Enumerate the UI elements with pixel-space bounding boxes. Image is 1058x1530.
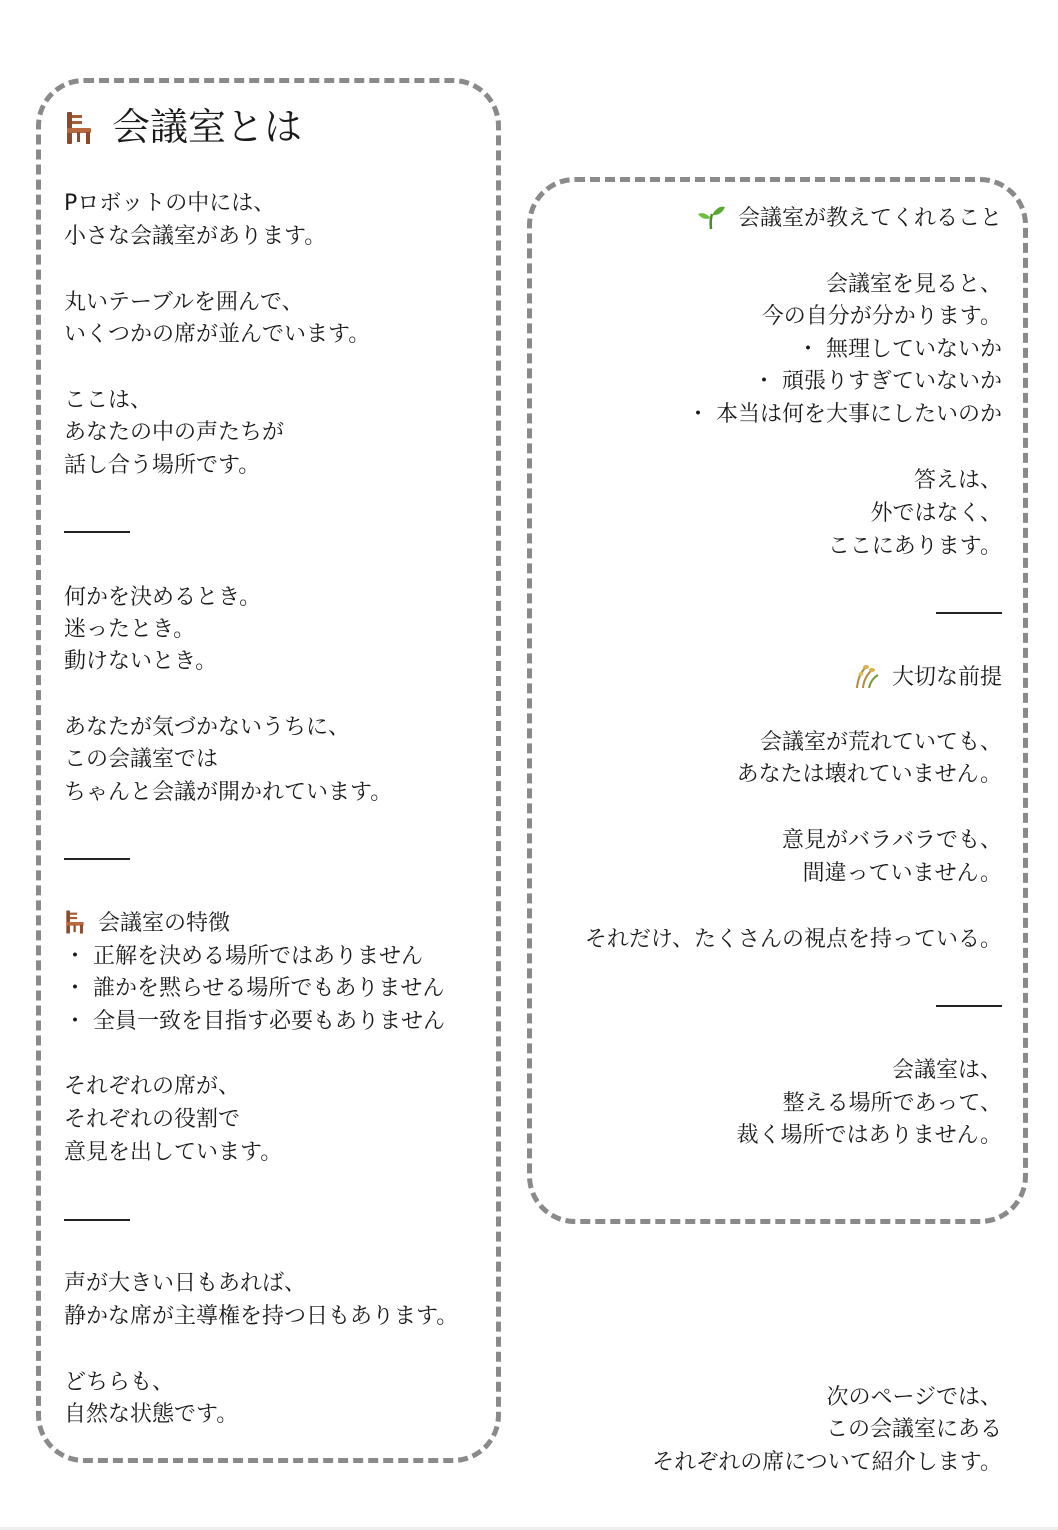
when-line-1: 何かを決めるとき。 <box>64 585 262 610</box>
days-line-2: 静かな席が主導権を持つ日もあります。 <box>64 1304 459 1329</box>
teaches-line-2: 今の自分が分かります。 <box>761 304 1002 329</box>
seats-line-2: それぞれの役割で <box>64 1107 241 1132</box>
divider <box>64 858 130 860</box>
answer-line-1: 答えは、 <box>913 468 1002 493</box>
divider <box>936 612 1002 614</box>
premise-heading <box>852 661 1002 694</box>
premise1-line-2: あなたは壊れていません。 <box>736 762 1002 787</box>
teaches-item-2: ・ 頑張りすぎていないか <box>753 369 1002 394</box>
closing-line-3: 裁く場所ではありません。 <box>736 1123 1002 1148</box>
seats-line-3: 意見を出しています。 <box>64 1140 283 1165</box>
meeting-line-3: ちゃんと会議が開かれています。 <box>64 780 393 805</box>
intro-line-2: 小さな会議室があります。 <box>64 224 327 249</box>
meeting-line-1: あなたが気づかないうちに、 <box>64 715 351 740</box>
answer-line-3: ここにあります。 <box>827 534 1002 559</box>
when-line-2: 迷ったとき。 <box>64 617 196 642</box>
teaches-heading <box>696 203 1002 235</box>
chair-icon <box>64 110 94 146</box>
natural-line-1: どちらも、 <box>64 1370 175 1395</box>
premise3-line: それだけ、たくさんの視点を持っている。 <box>584 927 1002 952</box>
seedling-icon <box>696 204 726 230</box>
feature-item-2: ・ 誰かを黙らせる場所でもありません <box>64 976 445 1001</box>
when-line-3: 動けないとき。 <box>64 649 218 674</box>
answer-line-2: 外ではなく、 <box>870 501 1002 526</box>
table-line-1: 丸いテーブルを囲んで、 <box>64 290 304 315</box>
premise2-line-2: 間違っていません。 <box>802 861 1002 886</box>
meeting-line-2: この会議室では <box>64 747 219 772</box>
place-line-1: ここは、 <box>64 388 153 413</box>
rice-plant-icon <box>852 661 880 689</box>
features-heading <box>64 908 230 940</box>
features-heading-text: 会議室の特徴 <box>98 911 231 936</box>
premise1-line-1: 会議室が荒れていても、 <box>759 730 1002 755</box>
feature-item-3: ・ 全員一致を目指す必要もありません <box>64 1009 445 1034</box>
chair-icon <box>64 909 86 935</box>
teaches-line-1: 会議室を見ると、 <box>825 272 1002 297</box>
divider <box>64 1219 130 1221</box>
divider <box>64 531 130 533</box>
feature-item-1: ・ 正解を決める場所ではありません <box>64 944 423 969</box>
natural-line-2: 自然な状態です。 <box>64 1402 239 1427</box>
seats-line-1: それぞれの席が、 <box>64 1074 241 1099</box>
teaches-heading-text: 会議室が教えてくれること <box>737 206 1002 231</box>
closing-line-2: 整える場所であって、 <box>782 1091 1002 1116</box>
page-title <box>64 102 302 152</box>
place-line-3: 話し合う場所です。 <box>64 453 261 478</box>
table-line-2: いくつかの席が並んでいます。 <box>64 322 371 347</box>
intro-line-1: Pロボットの中には、 <box>64 191 276 216</box>
closing-line-1: 会議室は、 <box>891 1058 1002 1083</box>
premise-heading-text: 大切な前提 <box>891 665 1002 690</box>
footer-line-1: 次のページでは、 <box>826 1385 1002 1410</box>
days-line-1: 声が大きい日もあれば、 <box>64 1271 307 1296</box>
place-line-2: あなたの中の声たちが <box>64 420 285 445</box>
title-text: 会議室とは <box>112 105 303 149</box>
footer-line-2: この会議室にある <box>825 1417 1002 1442</box>
footer-line-3: それぞれの席について紹介します。 <box>652 1450 1002 1475</box>
premise2-line-1: 意見がバラバラでも、 <box>781 828 1002 853</box>
teaches-item-1: ・ 無理していないか <box>797 337 1002 362</box>
teaches-item-3: ・ 本当は何を大事にしたいのか <box>687 402 1002 427</box>
divider <box>936 1005 1002 1007</box>
